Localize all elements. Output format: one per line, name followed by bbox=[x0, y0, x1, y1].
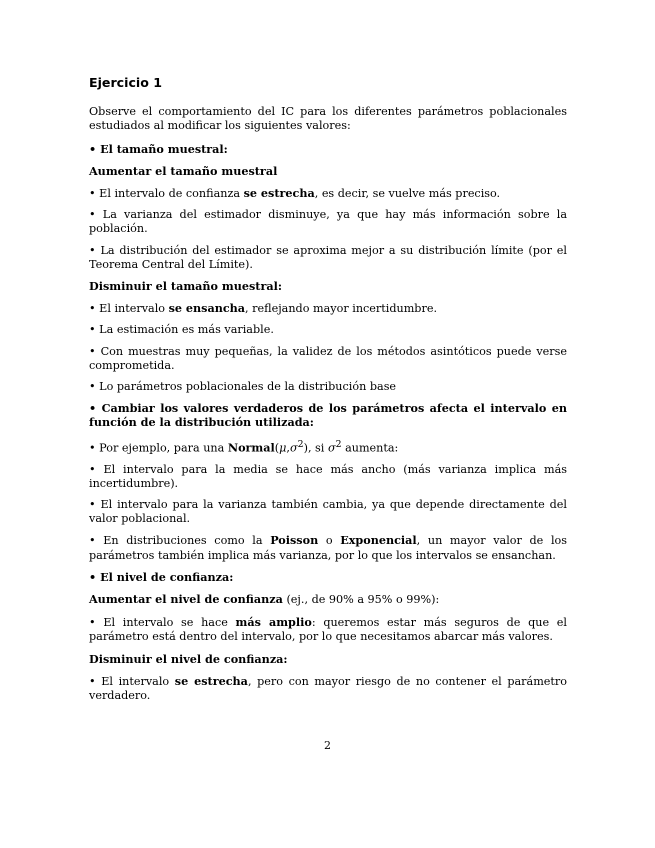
item-text: En distribuciones como la bbox=[103, 534, 271, 548]
item-emphasis: se estrecha bbox=[243, 186, 315, 201]
section-sample-size-heading bbox=[89, 142, 567, 156]
list-item bbox=[89, 498, 567, 526]
bullet: • bbox=[89, 569, 97, 584]
list-item bbox=[89, 615, 567, 644]
item-emphasis: Poisson bbox=[270, 533, 319, 548]
item-text: , pero con mayor riesgo de no contener el parámetro verdadero. bbox=[89, 674, 568, 703]
bullet: • bbox=[89, 141, 97, 156]
decrease-sample-heading: Disminuir el tamaño muestral: bbox=[89, 279, 282, 294]
intro-paragraph: Observe el comportamiento del IC para los diferentes parámetros poblacionales estudiados al modificar los siguientes valores: bbox=[89, 105, 567, 133]
list-item bbox=[89, 244, 567, 272]
list-item bbox=[89, 463, 567, 491]
heading-emphasis: Aumentar el nivel de confianza bbox=[89, 592, 283, 607]
bullet: • bbox=[89, 616, 96, 630]
list-item bbox=[89, 533, 567, 562]
section-heading-text: Cambiar los valores verdaderos de los parámetros afecta el intervalo en función de la distribución utilizada: bbox=[89, 401, 567, 430]
bullet: • bbox=[89, 462, 96, 476]
page-number: 2 bbox=[324, 739, 331, 752]
bullet: • bbox=[89, 674, 96, 688]
item-text: , un mayor valor de los parámetros también implica más varianza, por lo que los intervalos se ensanchan. bbox=[89, 534, 567, 562]
bullet: • bbox=[89, 401, 97, 416]
list-item bbox=[89, 323, 567, 337]
item-emphasis: Normal bbox=[227, 440, 275, 455]
list-item bbox=[89, 301, 567, 316]
bullet: • bbox=[89, 208, 96, 222]
item-text: El intervalo bbox=[101, 674, 175, 688]
item-text: El intervalo bbox=[99, 302, 169, 316]
increase-confidence-heading bbox=[89, 592, 567, 607]
item-emphasis: se ensancha bbox=[168, 301, 246, 316]
section-heading-text: El nivel de confianza: bbox=[100, 569, 234, 584]
exercise-title: Ejercicio 1 bbox=[89, 75, 163, 90]
section-heading-text: El tamaño muestral: bbox=[100, 141, 228, 156]
item-text: Lo parámetros poblacionales de la distribución base bbox=[99, 380, 397, 394]
item-text: El intervalo para la varianza también cambia, ya que depende directamente del valor poblacional. bbox=[89, 498, 568, 526]
item-emphasis: se estrecha bbox=[174, 673, 248, 688]
list-item bbox=[89, 674, 567, 703]
bullet: • bbox=[89, 534, 96, 548]
item-text: El intervalo para la media se hace más ancho (más varianza implica más incertidumbre). bbox=[89, 462, 567, 490]
item-text: La varianza del estimador disminuye, ya que hay más información sobre la población. bbox=[89, 208, 567, 236]
bullet: • bbox=[89, 498, 96, 511]
item-text: La distribución del estimador se aproxima mejor a su distribución límite (por el Teorema Central del Límite). bbox=[89, 243, 567, 271]
math-paren: ( bbox=[274, 441, 280, 455]
list-item bbox=[89, 380, 567, 394]
bullet: • bbox=[89, 187, 96, 201]
list-item bbox=[89, 186, 567, 201]
list-item bbox=[89, 438, 567, 456]
list-item bbox=[89, 345, 567, 373]
item-text: , reflejando mayor incertidumbre. bbox=[245, 302, 437, 316]
math-sigma: σ bbox=[289, 441, 298, 455]
page-content bbox=[89, 76, 567, 710]
item-text: El intervalo se hace bbox=[103, 616, 236, 630]
item-emphasis: Exponencial bbox=[340, 533, 417, 548]
section-confidence-heading bbox=[89, 570, 567, 584]
math-sigma: σ bbox=[327, 441, 336, 455]
item-text: aumenta: bbox=[341, 441, 399, 455]
item-text: Por ejemplo, para una bbox=[99, 441, 228, 455]
item-text: , es decir, se vuelve más preciso. bbox=[314, 187, 501, 201]
item-text: : queremos estar más seguros de que el parámetro está dentro del intervalo, por lo que necesitamos abarcar más valores. bbox=[89, 616, 567, 644]
bullet: • bbox=[89, 243, 96, 257]
item-text: o bbox=[318, 534, 341, 548]
heading-text: (ej., de 90% a 95% o 99%): bbox=[282, 593, 440, 607]
bullet: • bbox=[89, 302, 96, 316]
decrease-confidence-heading: Disminuir el nivel de confianza: bbox=[89, 651, 288, 666]
math-comma: , bbox=[286, 441, 290, 455]
bullet: • bbox=[89, 380, 96, 394]
item-text: La estimación es más variable. bbox=[99, 323, 274, 337]
section-parameters-heading bbox=[89, 401, 567, 429]
bullet: • bbox=[89, 323, 96, 337]
item-text: Con muestras muy pequeñas, la validez de los métodos asintóticos puede verse comprometida. bbox=[89, 344, 567, 372]
math-mu: μ bbox=[279, 441, 287, 455]
increase-sample-heading: Aumentar el tamaño muestral bbox=[89, 163, 278, 178]
list-item bbox=[89, 208, 567, 236]
item-emphasis: más amplio bbox=[235, 615, 312, 630]
math-exponent: 2 bbox=[297, 438, 304, 450]
item-text: El intervalo de confianza bbox=[99, 187, 244, 201]
math-exponent: 2 bbox=[335, 438, 342, 450]
item-text: , si bbox=[307, 441, 328, 455]
math-paren: ) bbox=[303, 441, 308, 455]
bullet: • bbox=[89, 344, 96, 358]
bullet: • bbox=[89, 441, 96, 455]
